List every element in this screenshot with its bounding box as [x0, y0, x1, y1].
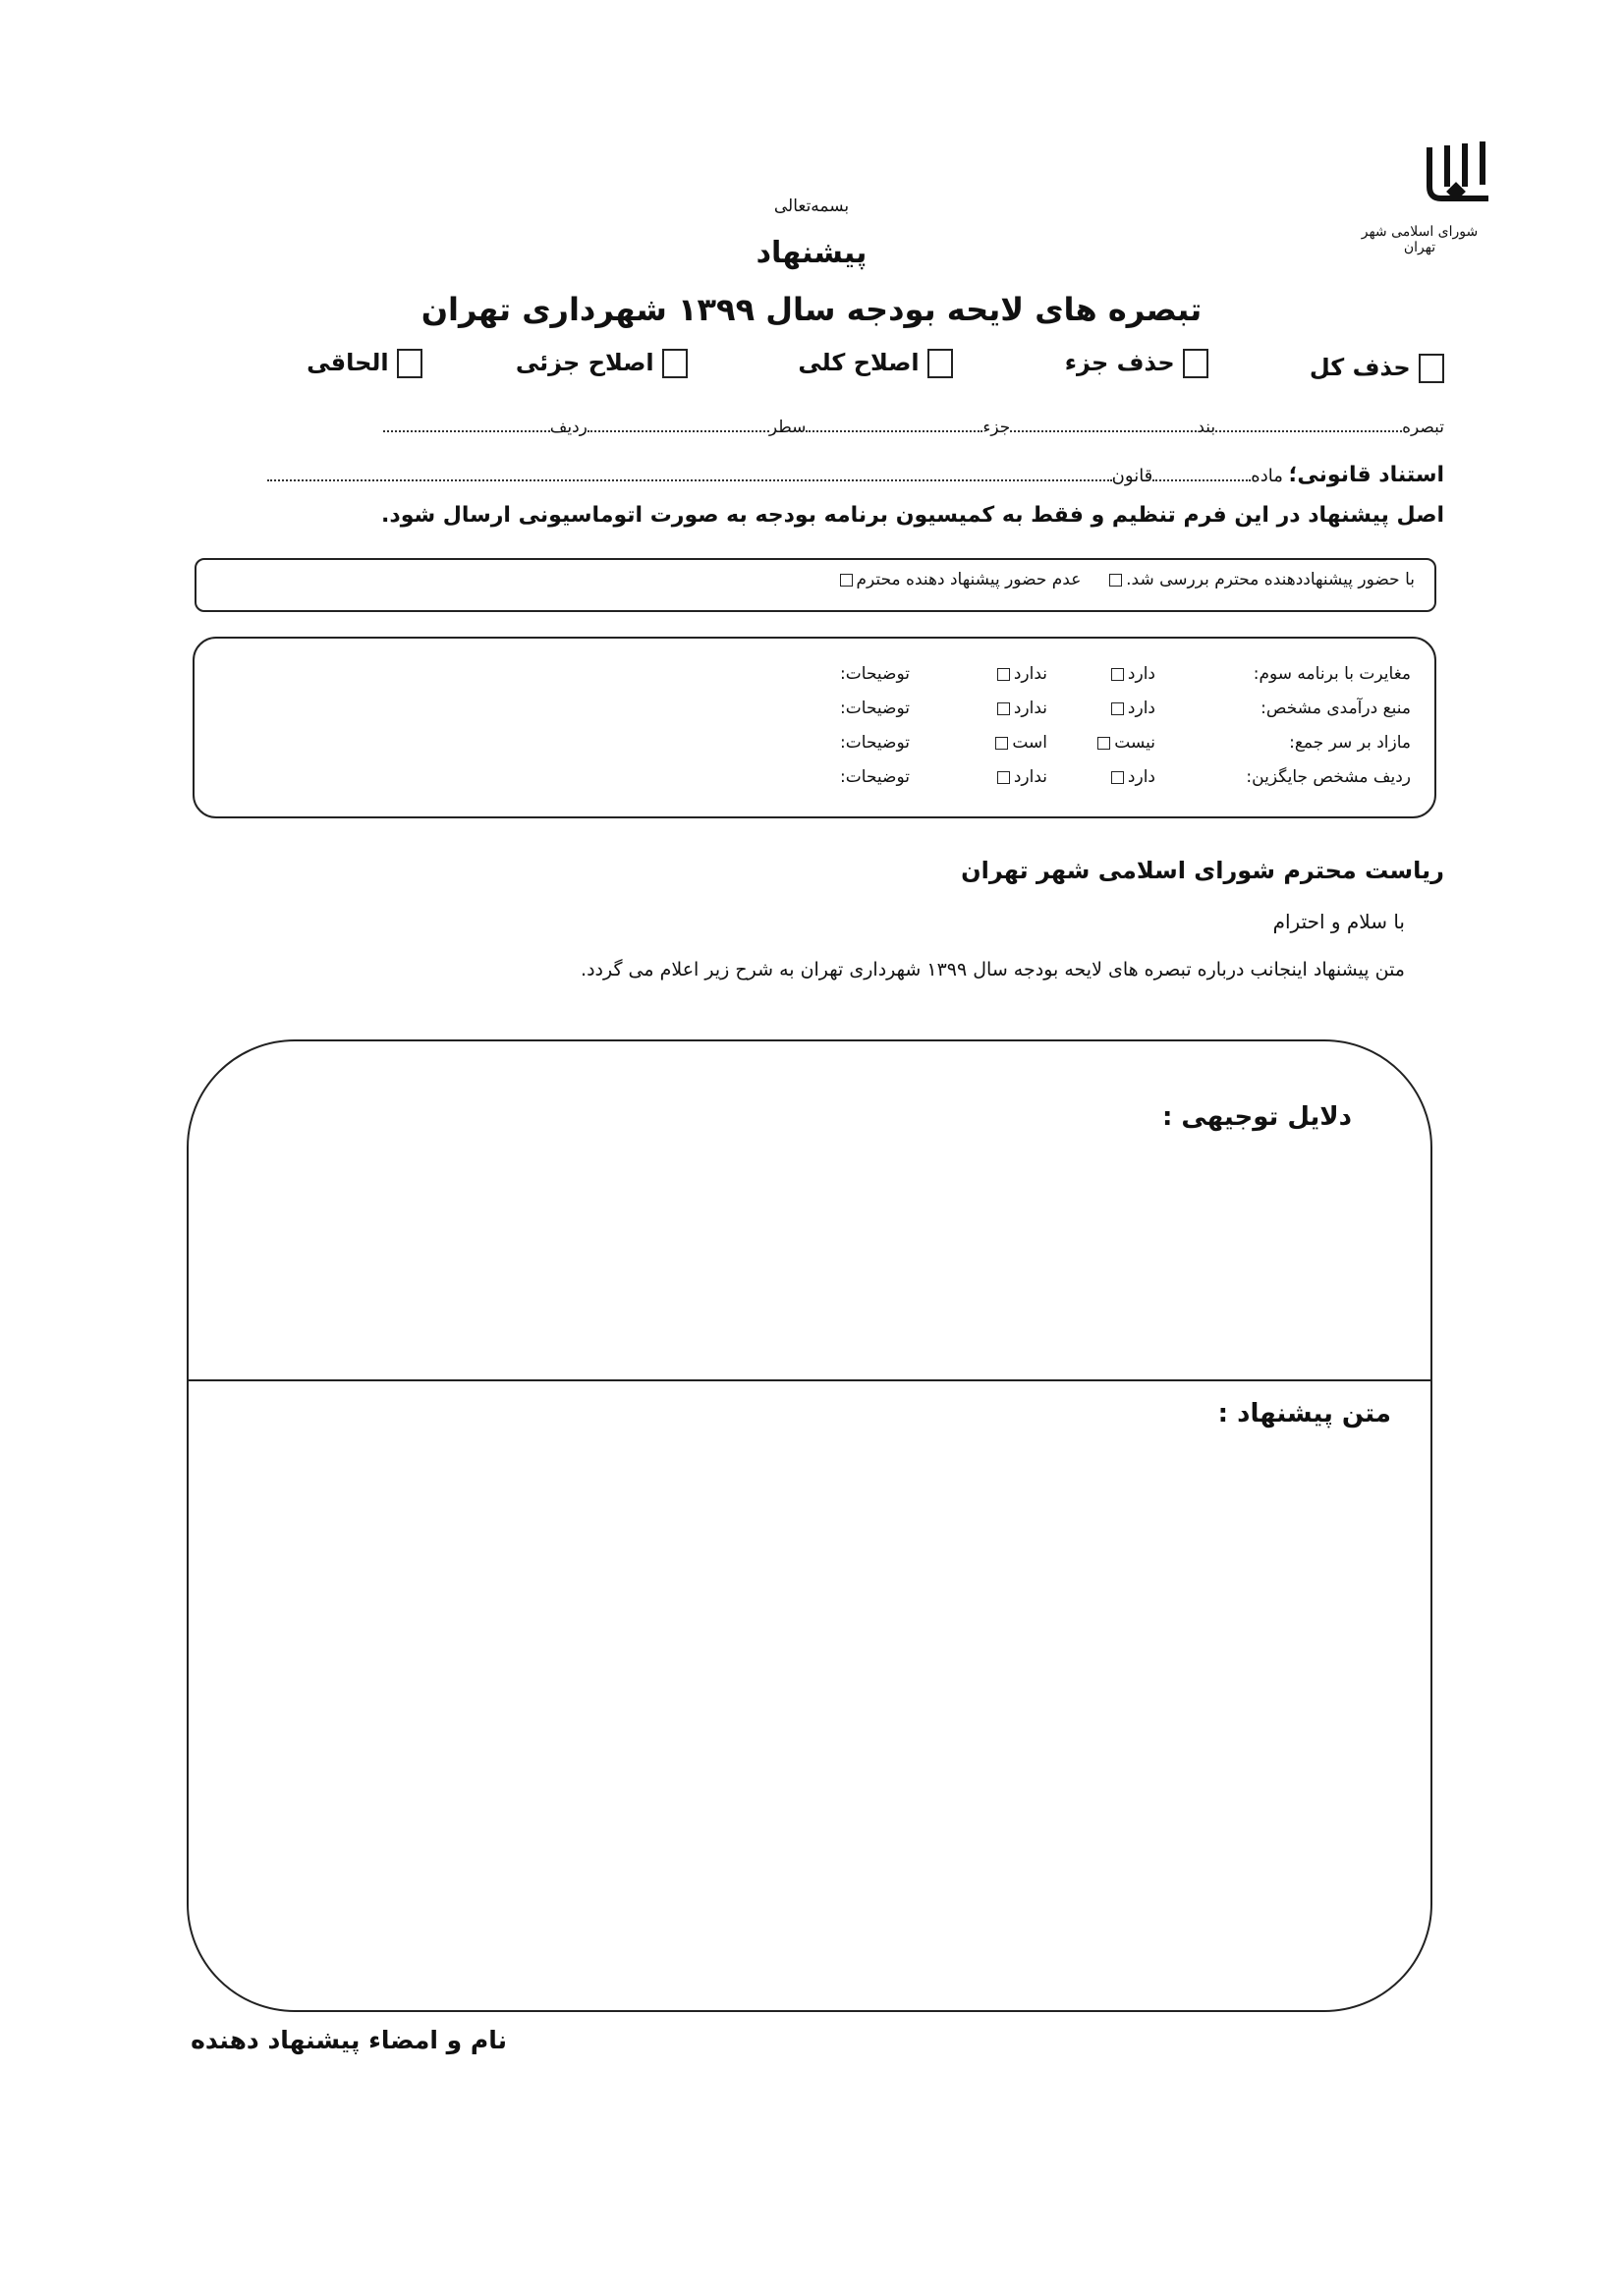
criteria-opt1: دارد — [1127, 664, 1155, 684]
radif-label: ردیف — [549, 418, 588, 437]
legal-basis-row — [195, 462, 1444, 487]
criteria-opt1: نیست — [1114, 733, 1155, 753]
criteria-opt2: ندارد — [1013, 664, 1047, 684]
checkbox[interactable] — [397, 349, 422, 378]
maadde-label: ماده — [1251, 466, 1283, 486]
presence-with-checkbox[interactable] — [1109, 574, 1122, 587]
submission-notice: اصل پیشنهاد در این فرم تنظیم و فقط به کمیسیون برنامه بودجه به صورت اتوماسیونی ارسال شود. — [381, 503, 1444, 528]
signature-label: نام و امضاء پیشنهاد دهنده — [191, 2026, 507, 2054]
letter-intro: متن پیشنهاد اینجانب درباره تبصره های لایحه بودجه سال ۱۳۹۹ شهرداری تهران به شرح زیر اعلام می گردد. — [581, 959, 1405, 980]
presence-without-label: عدم حضور پیشنهاد دهنده محترم — [856, 570, 1082, 589]
criteria-label: ردیف مشخص جایگزین: — [1246, 767, 1411, 787]
maadde-field[interactable] — [1152, 462, 1251, 481]
council-emblem-icon — [1420, 138, 1508, 206]
satr-label: سطر — [768, 418, 807, 437]
page-title: تبصره های لایحه بودجه سال ۱۳۹۹ شهرداری تهران — [420, 291, 1203, 328]
reasons-label: دلایل توجیهی : — [1161, 1102, 1352, 1132]
logo-text: شورای اسلامی شهر تهران — [1361, 224, 1479, 255]
criteria-opt2-checkbox[interactable] — [995, 737, 1008, 750]
criteria-opt2-checkbox[interactable] — [997, 771, 1010, 784]
criteria-desc: توضیحات: — [840, 664, 910, 684]
criteria-row — [212, 664, 1411, 692]
presence-box — [195, 558, 1436, 612]
letter-greeting: با سلام و احترام — [1272, 910, 1405, 933]
criteria-opt2-checkbox[interactable] — [997, 668, 1010, 681]
option-eslah-koli[interactable] — [766, 349, 953, 378]
criteria-box — [193, 637, 1436, 818]
criteria-opt1: دارد — [1127, 699, 1155, 718]
criteria-label: مغایرت با برنامه سوم: — [1253, 664, 1411, 684]
presence-without-checkbox[interactable] — [840, 574, 853, 587]
criteria-opt2: ندارد — [1013, 699, 1047, 718]
checkbox[interactable] — [1183, 349, 1208, 378]
proposal-box — [187, 1039, 1432, 2012]
band-label: بند — [1197, 418, 1216, 437]
option-hazf-kol[interactable] — [1267, 354, 1444, 383]
legal-label: استناد قانونی؛ — [1288, 463, 1444, 487]
criteria-row — [212, 733, 1411, 760]
radif-field[interactable] — [383, 413, 550, 432]
option-hazf-joz[interactable] — [1032, 349, 1208, 378]
criteria-opt2: ندارد — [1013, 767, 1047, 787]
option-label: اصلاح جزئی — [515, 349, 654, 376]
checkbox[interactable] — [1419, 354, 1444, 383]
option-label: حذف جزء — [1064, 349, 1175, 376]
criteria-opt1: دارد — [1127, 767, 1155, 787]
reasons-field[interactable] — [248, 1149, 1368, 1366]
band-field[interactable] — [1010, 413, 1197, 432]
section-divider — [189, 1379, 1430, 1381]
proposal-label: متن پیشنهاد : — [1217, 1399, 1391, 1428]
checkbox[interactable] — [662, 349, 688, 378]
option-label: اصلاح کلی — [798, 349, 920, 376]
form-heading: پیشنهاد — [756, 236, 868, 270]
criteria-opt2-checkbox[interactable] — [997, 702, 1010, 715]
letter-address: ریاست محترم شورای اسلامی شهر تهران — [961, 857, 1444, 884]
criteria-label: منبع درآمدی مشخص: — [1260, 699, 1411, 718]
proposal-text-field[interactable] — [248, 1444, 1368, 1975]
qanoon-field[interactable] — [267, 462, 1112, 481]
criteria-label: مازاد بر سر جمع: — [1289, 733, 1411, 753]
joz-label: جزء — [982, 418, 1011, 437]
council-logo — [1361, 138, 1479, 255]
satr-field[interactable] — [588, 413, 769, 432]
tabsare-label: تبصره — [1402, 418, 1444, 437]
presence-with-label: با حضور پیشنهاددهنده محترم بررسی شد. — [1126, 570, 1415, 589]
criteria-opt1-checkbox[interactable] — [1097, 737, 1110, 750]
criteria-row — [212, 699, 1411, 726]
qanoon-label: قانون — [1111, 466, 1153, 486]
option-eslah-jozi[interactable] — [491, 349, 688, 378]
option-elhaqi[interactable] — [285, 349, 422, 378]
checkbox[interactable] — [927, 349, 953, 378]
basmala: بسمه‌تعالی — [773, 196, 850, 216]
criteria-opt1-checkbox[interactable] — [1111, 702, 1124, 715]
option-label: حذف کل — [1309, 354, 1411, 381]
tabsare-field[interactable] — [1215, 413, 1402, 432]
criteria-desc: توضیحات: — [840, 767, 910, 787]
criteria-opt1-checkbox[interactable] — [1111, 668, 1124, 681]
criteria-desc: توضیحات: — [840, 699, 910, 718]
criteria-row — [212, 767, 1411, 795]
reference-fields — [265, 413, 1444, 437]
option-label: الحاقی — [307, 349, 389, 376]
joz-field[interactable] — [806, 413, 982, 432]
criteria-opt2: است — [1012, 733, 1047, 753]
criteria-desc: توضیحات: — [840, 733, 910, 753]
criteria-opt1-checkbox[interactable] — [1111, 771, 1124, 784]
